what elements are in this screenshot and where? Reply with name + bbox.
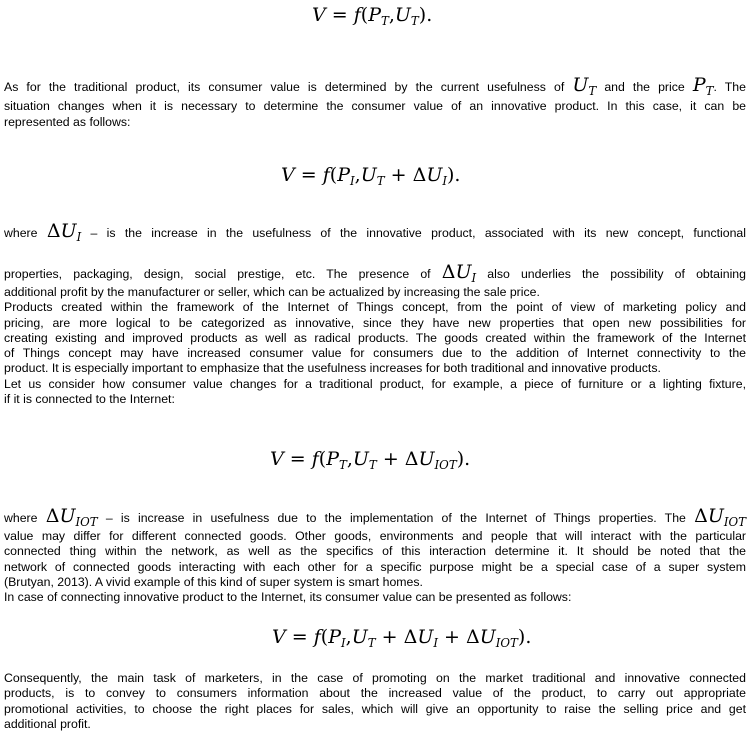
formula-subscript: IOT [434,458,457,473]
formula-symbol: f [353,4,361,26]
formula-symbol: P [326,448,339,470]
formula-subscript: T [368,458,377,473]
formula-symbol: V [312,4,326,26]
formula-symbol: U [455,261,472,283]
formula-symbol: P [692,74,706,96]
paragraph-line: promotional activities, to choose the right places for sales, which will give an opportunity to raise the selling price and get [4,701,746,716]
formula-symbol: . [454,164,461,186]
math-inline [46,220,82,245]
paragraph-line: products, is to convey to consumers information about the increased value of the product, to carry out appropriate [4,686,746,701]
paragraph-line [4,74,746,99]
paragraph-line: additional profit. [4,716,91,731]
formula-4 [272,626,531,650]
formula-symbol: U [351,626,368,648]
formula-symbol: U [572,74,589,96]
formula-symbol: U [417,626,434,648]
paragraph-line: (Brutyan, 2013). A vivid example of this kind of super system is smart homes. [4,574,423,589]
formula-symbol: ( [360,4,369,26]
paragraph-line: situation changes when it is necessary to determine the consumer value of an innovative product. In this case, it can be [4,99,746,114]
text: properties, packaging, design, social prestige, etc. The presence of [4,267,431,281]
formula-symbol: U [360,164,377,186]
paragraph-4 [4,671,746,732]
paragraph-3 [4,505,746,605]
paragraph-1 [4,74,746,130]
paragraph-line [4,261,746,286]
paragraph-line: product. It is especially important to emphasize that the usefulness increases for both traditional and innovative products. [4,361,661,376]
formula-symbol: V [270,448,284,470]
paragraph-line: network of connected goods interacting with each other for a specific purpose might be a special case of a super system [4,559,746,574]
math-inline [572,74,597,99]
paragraph-line: represented as follows: [4,114,131,129]
text: As for the traditional product, its consumer value is determined by the current usefulness of [4,80,565,94]
text: where [4,226,38,240]
formula-symbol: = [325,4,354,26]
paragraph-line: additional profit by the manufacturer or seller, which can be actualized by increasing the sale price. [4,285,540,299]
math-inline [692,74,714,99]
paragraph-line: if it is connected to the Internet: [4,392,175,407]
formula-symbol: P [368,4,381,26]
math-inline [694,505,746,530]
paragraph-line: pricing, are more logical to be categorized as innovative, since they have new properties that open new possibilities for [4,315,746,330]
formula-symbol: + [376,448,405,470]
formula-symbol: U [59,505,76,527]
formula-symbol: Δ [694,505,708,527]
formula-subscript: T [339,458,347,473]
formula-subscript: T [381,14,389,29]
formula-symbol: ( [318,448,327,470]
paragraph-line: connected thing within the network, as well as the specifics of this interaction determine it. It should be noted that the [4,544,746,559]
formula-2 [281,164,460,188]
formula-symbol: U [418,448,435,470]
text: where [4,511,38,525]
formula-subscript: T [376,174,385,189]
formula-3 [270,448,470,472]
formula-subscript: IOT [495,636,518,651]
formula-symbol: U [352,448,369,470]
formula-symbol: Δ [465,626,480,648]
formula-subscript: IOT [75,515,98,530]
formula-1 [312,4,432,28]
formula-symbol: Δ [404,448,419,470]
formula-subscript: IOT [723,515,746,530]
paragraph-line: In case of connecting innovative product to the Internet, its consumer value can be presented as follows: [4,590,572,605]
formula-symbol: U [60,220,77,242]
text: . The [713,80,746,94]
formula-symbol: U [707,505,724,527]
text: and the price [604,80,685,94]
formula-symbol: = [294,164,323,186]
formula-symbol: U [426,164,443,186]
formula-symbol: . [525,626,532,648]
formula-subscript: I [471,271,477,286]
formula-subscript: I [350,174,355,189]
formula-symbol: V [272,626,286,648]
formula-subscript: T [705,84,714,99]
formula-subscript: T [367,636,376,651]
formula-subscript: T [588,84,597,99]
paragraph-line: Let us consider how consumer value changes for a traditional product, for example, a piece of furniture or a lighting fixture, [4,376,746,391]
paragraph-line [4,220,746,245]
formula-symbol: ( [320,626,329,648]
formula-symbol: Δ [46,220,61,242]
formula-symbol: U [479,626,496,648]
paragraph-line: creating existing and improved products as well as radical products. The goods created within the framework of the Internet [4,330,746,345]
formula-symbol: P [337,164,350,186]
formula-symbol: P [328,626,341,648]
formula-symbol: ) [446,164,455,186]
formula-subscript: I [76,230,82,245]
paragraph-line [4,505,746,530]
formula-symbol: Δ [441,261,456,283]
math-inline [45,505,98,530]
formula-symbol: , [388,4,395,26]
paragraph-line: Products created within the framework of the Internet of Things concept, from the point of view of marketing policy and [4,300,746,315]
formula-symbol: , [346,448,353,470]
paragraph-line: value may differ for different connected goods. Other goods, environments and people that will interact with the particular [4,529,746,543]
formula-symbol: = [285,626,314,648]
paragraph-line: of Things concept may have increased consumer value for consumers due to the addition of Internet connectivity to the [4,346,746,361]
text: – is the increase in the usefulness of the innovative product, associated with its new concept, functional [90,226,746,240]
formula-subscript: T [410,14,419,29]
text: – is increase in usefulness due to the implementation of the Internet of Things properties. The [105,511,686,525]
formula-symbol: U [394,4,411,26]
formula-symbol: . [426,4,433,26]
formula-symbol: + [375,626,404,648]
formula-symbol: ) [456,448,465,470]
formula-symbol: Δ [403,626,418,648]
formula-symbol: + [437,626,466,648]
math-inline [441,261,477,286]
formula-subscript: I [433,636,438,651]
formula-symbol: = [283,448,312,470]
formula-subscript: I [341,636,346,651]
paragraph-line: Consequently, the main task of marketers, in the case of promoting on the market traditional and innovative connected [4,671,746,685]
formula-subscript: I [442,174,447,189]
formula-symbol: + [384,164,413,186]
formula-symbol: ) [517,626,526,648]
formula-symbol: , [345,626,352,648]
formula-symbol: ) [418,4,427,26]
formula-symbol: , [354,164,361,186]
formula-symbol: ( [329,164,338,186]
formula-symbol: . [464,448,471,470]
text: also underlies the possibility of obtaining [487,267,746,281]
formula-symbol: Δ [45,505,60,527]
paragraph-2 [4,220,746,407]
formula-symbol: V [281,164,295,186]
formula-symbol: f [311,448,319,470]
formula-symbol: f [322,164,330,186]
formula-symbol: Δ [412,164,427,186]
formula-symbol: f [313,626,321,648]
